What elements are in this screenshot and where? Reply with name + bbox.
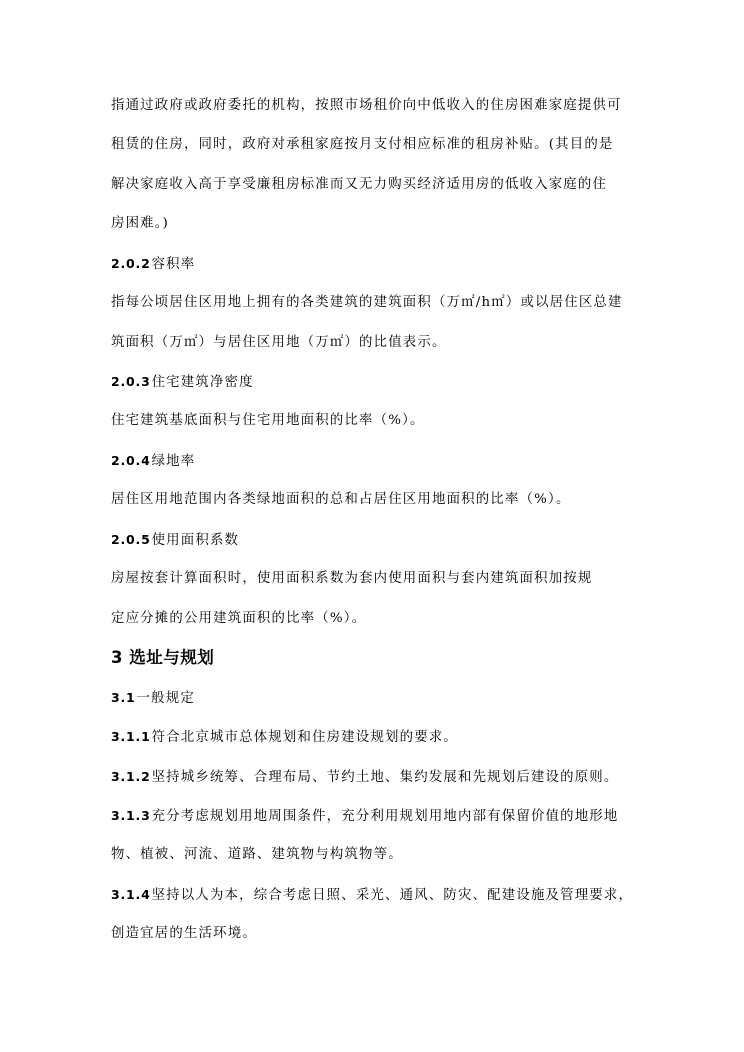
section-3-1-3-line-2: 物、植被、河流、道路、建筑物与构筑物等。 [111, 847, 403, 862]
section-2-0-4-line-1: 居住区用地范围内各类绿地面积的总和占居住区用地面积的比率（%）。 [111, 492, 571, 507]
section-3-1-4-line-2: 创造宜居的生活环境。 [111, 926, 257, 941]
section-3-1-4-line-1 [111, 885, 633, 906]
section-number: 2.0.4 [111, 453, 151, 468]
section-number: 3.1 [111, 690, 136, 705]
section-2-0-5-line-2: 定应分摊的公用建筑面积的比率（%）。 [111, 611, 367, 626]
section-2-0-2-heading [111, 254, 195, 275]
intro-line-4: 房困难。) [111, 216, 170, 231]
section-3-1-heading [111, 688, 195, 709]
section-3-1-3-line-1 [111, 806, 619, 827]
section-2-0-5-line-1: 房屋按套计算面积时，使用面积系数为套内使用面积与套内建筑面积加按规 [111, 571, 593, 586]
section-text: 符合北京城市总体规划和住房建设规划的要求。 [151, 730, 458, 745]
section-title: 容积率 [151, 257, 196, 272]
section-title: 住宅建筑净密度 [151, 375, 254, 390]
section-title: 一般规定 [136, 691, 195, 706]
section-text: 坚持城乡统筹、合理布局、节约土地、集约发展和先规划后建设的原则。 [151, 770, 619, 785]
section-number: 2.0.5 [111, 532, 151, 547]
section-3-1-2 [111, 767, 619, 788]
section-2-0-5-heading [111, 530, 239, 551]
section-number: 3.1.1 [111, 729, 151, 744]
section-number: 2.0.3 [111, 374, 151, 389]
section-2-0-3-line-1: 住宅建筑基底面积与住宅用地面积的比率（%）。 [111, 413, 425, 428]
section-text: 坚持以人为本，综合考虑日照、采光、通风、防灾、配建设施及管理要求， [151, 888, 634, 903]
section-2-0-3-heading [111, 372, 254, 393]
section-text: 充分考虑规划用地周围条件，充分利用规划用地内部有保留价值的地形地 [151, 809, 619, 824]
section-2-0-2-line-2: 筑面积（万㎡）与居住区用地（万㎡）的比值表示。 [111, 335, 447, 350]
section-title: 绿地率 [151, 454, 196, 469]
section-number: 3.1.4 [111, 887, 151, 902]
intro-line-3: 解决家庭收入高于享受廉租房标准而又无力购买经济适用房的低收入家庭的住 [111, 177, 608, 192]
section-2-0-2-line-1: 指每公顷居住区用地上拥有的各类建筑的建筑面积（万㎡/h㎡）或以居住区总建 [111, 295, 623, 310]
section-title: 使用面积系数 [151, 533, 240, 548]
section-3-1-1 [111, 727, 458, 748]
section-number: 2.0.2 [111, 256, 151, 271]
intro-line-1: 指通过政府或政府委托的机构，按照市场租价向中低收入的住房困难家庭提供可 [111, 98, 622, 113]
section-2-0-4-heading [111, 451, 195, 472]
section-number: 3.1.2 [111, 769, 151, 784]
chapter-3-title: 3 选址与规划 [111, 648, 215, 667]
intro-line-2: 租赁的住房，同时，政府对承租家庭按月支付相应标准的租房补贴。(其目的是 [111, 137, 614, 152]
section-number: 3.1.3 [111, 808, 151, 823]
